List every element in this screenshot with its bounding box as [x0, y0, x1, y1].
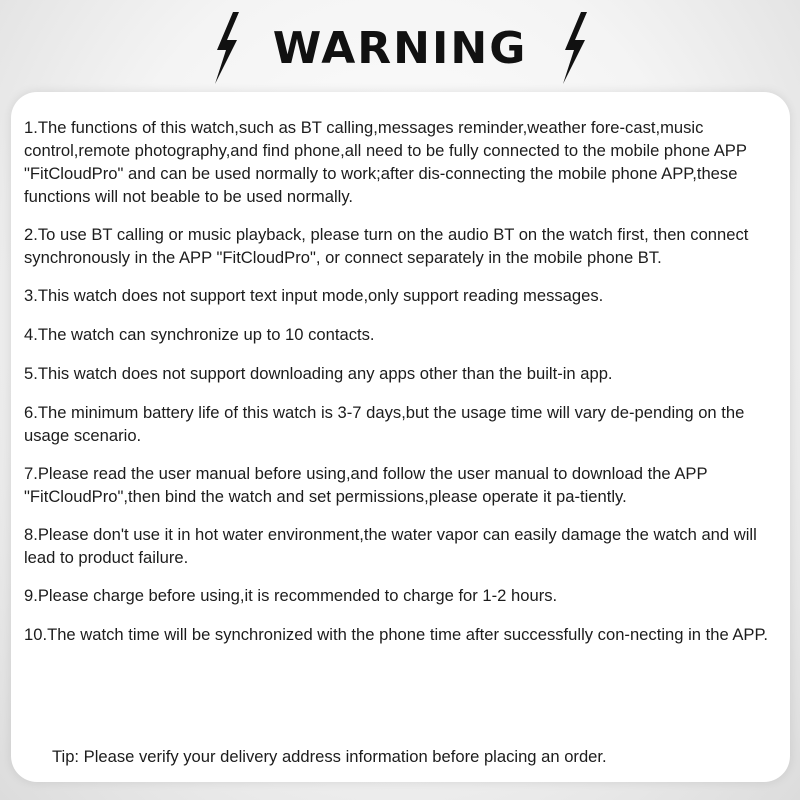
warning-item-6: 6.The minimum battery life of this watch is 3-7 days,but the usage time will vary de-pending on the usage scenario. — [24, 403, 745, 445]
page-title: WARNING — [272, 22, 528, 74]
warning-item-7: 7.Please read the user manual before using,and follow the user manual to download the APP "FitCloudPro",then bind the watch and set permissions,please operate it pa-tiently. — [24, 464, 708, 506]
warning-item-4: 4.The watch can synchronize up to 10 contacts. — [24, 325, 375, 344]
warning-card — [11, 92, 790, 782]
warning-header — [0, 8, 800, 88]
warning-item-2: 2.To use BT calling or music playback, please turn on the audio BT on the watch first, then connect synchronously in the APP "FitCloudPro", or connect separately in the mobile phone BT. — [24, 225, 749, 267]
warning-item-1: 1.The functions of this watch,such as BT calling,messages reminder,weather fore-cast,music control,remote photography,and find phone,all need to be fully connected to the mobile phone APP "FitCloudPro" and can be used normally to work;after dis-connecting the mobile phone APP,these functions will not beable to be used normally. — [24, 118, 747, 206]
warning-item-9: 9.Please charge before using,it is recommended to charge for 1-2 hours. — [24, 586, 558, 605]
lightning-bolt-icon — [209, 12, 243, 84]
warning-item-8: 8.Please don't use it in hot water environment,the water vapor can easily damage the watch and will lead to product failure. — [24, 525, 757, 567]
warning-item-10: 10.The watch time will be synchronized with the phone time after successfully con-necting in the APP. — [24, 625, 769, 644]
tip-text: Tip: Please verify your delivery address information before placing an order. — [52, 747, 607, 766]
warning-item-3: 3.This watch does not support text input mode,only support reading messages. — [24, 286, 604, 305]
lightning-bolt-icon — [557, 12, 591, 84]
warning-item-5: 5.This watch does not support downloading any apps other than the built-in app. — [24, 364, 613, 383]
